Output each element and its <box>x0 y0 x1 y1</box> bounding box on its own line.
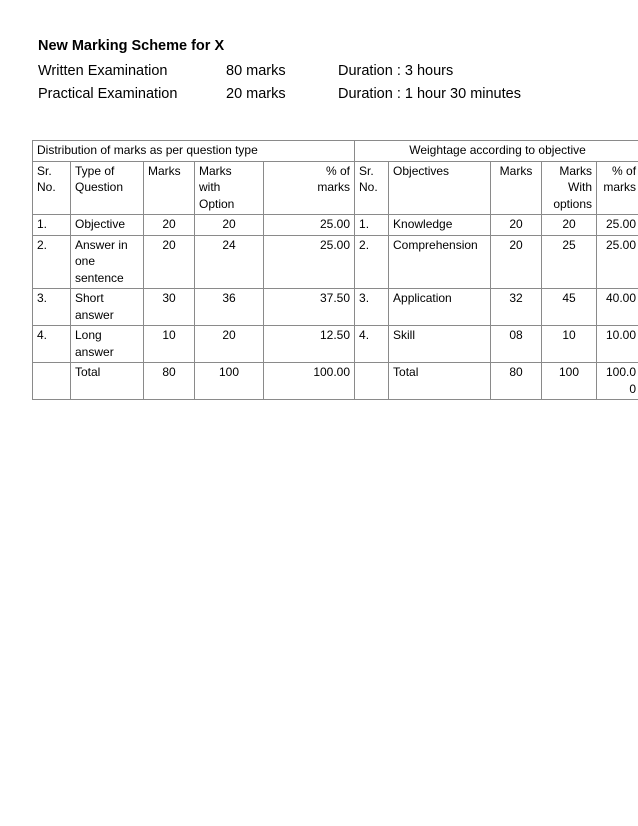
table-row <box>33 215 638 236</box>
percent-cell: 25.00 <box>597 215 638 236</box>
sr-no-cell: 2. <box>33 235 71 289</box>
cell-line: marks <box>603 180 637 194</box>
total-marks-cell: 80 <box>144 363 195 400</box>
cell-line: No. <box>359 180 378 194</box>
header-marks-with-option <box>195 161 264 215</box>
marks-cell: 20 <box>144 235 195 289</box>
table-row <box>33 289 638 326</box>
exam-marks: 80 marks <box>226 63 286 79</box>
exam-duration: Duration : 1 hour 30 minutes <box>338 86 521 102</box>
header-marks-with-options <box>542 161 597 215</box>
written-exam-row <box>38 63 598 83</box>
cell-line: With <box>568 180 593 194</box>
table-row <box>33 326 638 363</box>
percent-cell: 25.00 <box>264 235 355 289</box>
cell-line: answer <box>75 307 114 322</box>
cell-line: Marks <box>199 163 232 178</box>
table-row <box>33 235 638 289</box>
marks-with-option-cell: 36 <box>195 289 264 326</box>
total-marks-cell: 80 <box>491 363 542 400</box>
practical-exam-row <box>38 86 598 106</box>
marks-cell: 30 <box>144 289 195 326</box>
header-percent-marks <box>597 161 638 215</box>
question-type-cell <box>71 289 144 326</box>
exam-name: Written Examination <box>38 63 168 79</box>
cell-line: No. <box>37 180 56 194</box>
objective-cell: Knowledge <box>389 215 491 236</box>
cell-line: Sr. <box>359 163 374 178</box>
cell-line: Sr. <box>37 163 52 178</box>
marks-cell: 32 <box>491 289 542 326</box>
cell-line: Option <box>199 196 235 211</box>
cell-line: marks <box>317 180 351 194</box>
objective-cell: Application <box>389 289 491 326</box>
sr-no-cell: 4. <box>355 326 389 363</box>
cell-line: Question <box>75 180 124 194</box>
cell-line: one <box>75 254 96 268</box>
cell-line: % of <box>326 163 351 178</box>
cell-line: Marks <box>559 163 593 178</box>
left-section-heading: Distribution of marks as per question type <box>33 141 355 162</box>
table-heading-row <box>33 141 638 162</box>
document-title: New Marking Scheme for X <box>38 38 225 54</box>
cell-line: Objective <box>75 217 126 231</box>
total-percent-cell: 100.00 <box>264 363 355 400</box>
marks-cell: 20 <box>144 215 195 236</box>
marks-cell: 20 <box>491 235 542 289</box>
cell-line: 0 <box>629 381 637 396</box>
marks-with-options-cell: 20 <box>542 215 597 236</box>
exam-duration: Duration : 3 hours <box>338 63 454 79</box>
sr-no-cell: 1. <box>33 215 71 236</box>
marks-cell: 10 <box>144 326 195 363</box>
sr-no-cell: 2. <box>355 235 389 289</box>
percent-cell: 40.00 <box>597 289 638 326</box>
cell-line: sentence <box>75 270 124 285</box>
header-marks <box>144 161 195 215</box>
cell-line: Short <box>75 291 104 305</box>
marks-cell: 20 <box>491 215 542 236</box>
objective-cell: Comprehension <box>389 235 491 289</box>
marks-with-option-cell: 24 <box>195 235 264 289</box>
marks-cell: 08 <box>491 326 542 363</box>
header-objectives <box>389 161 491 215</box>
cell-line: answer <box>75 344 114 359</box>
question-type-cell <box>71 326 144 363</box>
percent-cell: 10.00 <box>597 326 638 363</box>
cell-line: Long <box>75 328 102 342</box>
header-sr-no <box>355 161 389 215</box>
header-type-of-question <box>71 161 144 215</box>
right-section-heading: Weightage according to objective <box>355 141 638 162</box>
total-label: Total <box>71 363 144 400</box>
percent-cell: 37.50 <box>264 289 355 326</box>
sr-no-cell: 4. <box>33 326 71 363</box>
empty-cell <box>355 363 389 400</box>
cell-line: Type of <box>75 163 115 178</box>
question-type-cell <box>71 235 144 289</box>
marks-with-option-cell: 20 <box>195 215 264 236</box>
marks-with-option-cell: 20 <box>195 326 264 363</box>
cell-line: Objectives <box>393 163 450 178</box>
sr-no-cell: 1. <box>355 215 389 236</box>
question-type-cell <box>71 215 144 236</box>
total-label: Total <box>389 363 491 400</box>
total-marks-with-option-cell: 100 <box>195 363 264 400</box>
marks-with-options-cell: 10 <box>542 326 597 363</box>
header-percent-marks <box>264 161 355 215</box>
column-header-row <box>33 161 638 215</box>
total-row <box>33 363 638 400</box>
exam-name: Practical Examination <box>38 86 178 102</box>
total-marks-with-options-cell: 100 <box>542 363 597 400</box>
marks-with-options-cell: 25 <box>542 235 597 289</box>
exam-marks: 20 marks <box>226 86 286 102</box>
sr-no-cell: 3. <box>33 289 71 326</box>
cell-line: Marks <box>499 163 533 178</box>
marks-distribution-table <box>32 140 638 400</box>
header-marks <box>491 161 542 215</box>
header-sr-no <box>33 161 71 215</box>
cell-line: Answer in <box>75 237 128 252</box>
empty-cell <box>33 363 71 400</box>
cell-line: options <box>553 196 593 211</box>
sr-no-cell: 3. <box>355 289 389 326</box>
percent-cell: 25.00 <box>264 215 355 236</box>
total-percent-cell <box>597 363 638 400</box>
marks-with-options-cell: 45 <box>542 289 597 326</box>
percent-cell: 25.00 <box>597 235 638 289</box>
objective-cell: Skill <box>389 326 491 363</box>
cell-line: Marks <box>148 163 181 178</box>
cell-line: with <box>199 180 221 194</box>
cell-line: 100.0 <box>606 365 637 379</box>
percent-cell: 12.50 <box>264 326 355 363</box>
cell-line: % of <box>612 163 637 178</box>
